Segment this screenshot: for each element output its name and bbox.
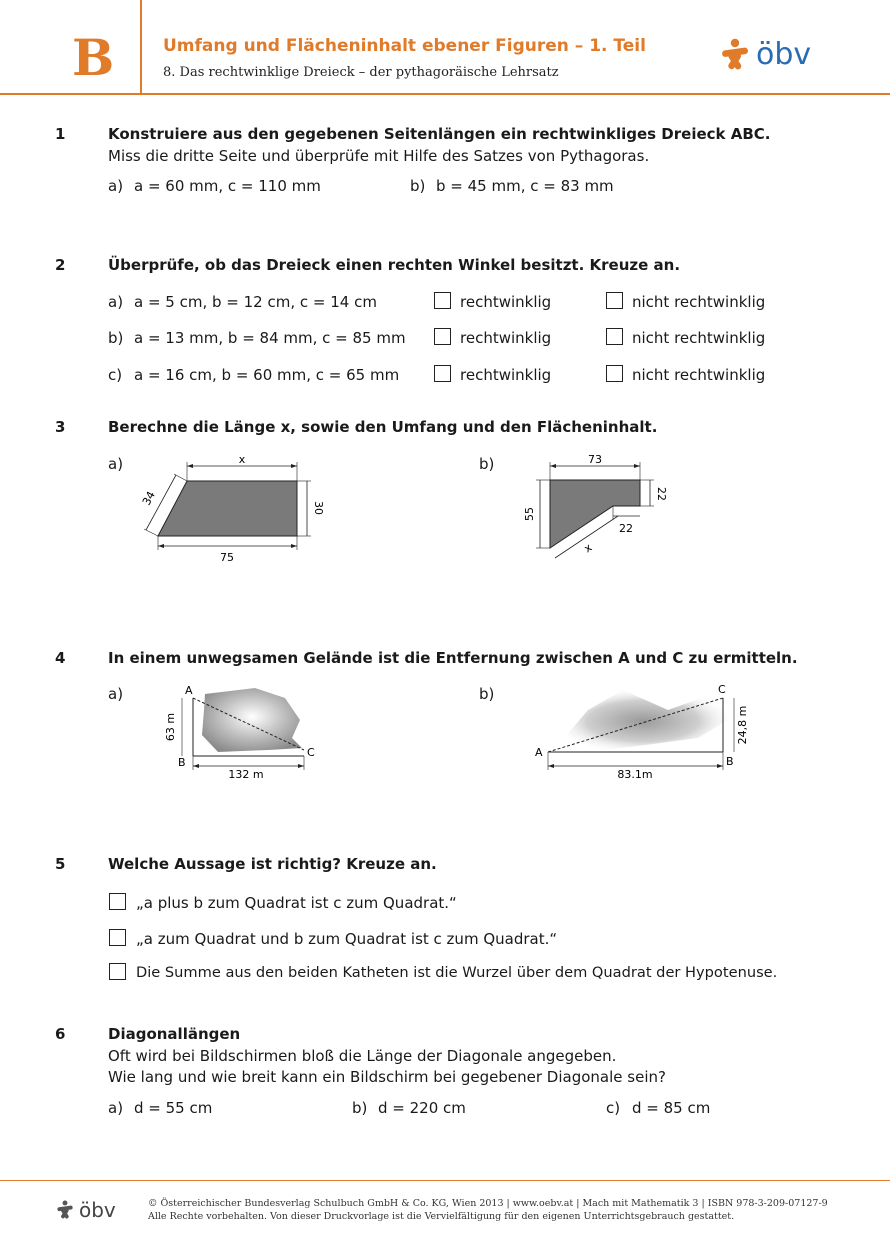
item-text: d = 85 cm (632, 1099, 711, 1117)
dimension-label: x (581, 540, 595, 556)
task-title: Diagonallängen (108, 1025, 241, 1043)
checkbox[interactable] (606, 292, 623, 309)
task-title: In einem unwegsamen Gelände ist die Entfernung zwischen A und C zu ermitteln. (108, 649, 798, 667)
task-text: Miss die dritte Seite und überprüfe mit Hilfe des Satzes von Pythagoras. (108, 147, 650, 165)
option-label: Die Summe aus den beiden Katheten ist die Wurzel über dem Quadrat der Hypotenuse. (136, 964, 778, 981)
item-label: b) (479, 685, 495, 703)
checkbox[interactable] (109, 963, 126, 980)
option-label: „a plus b zum Quadrat ist c zum Quadrat.“ (136, 894, 457, 912)
item-label: a) (108, 293, 124, 311)
task-number: 5 (55, 855, 66, 873)
checkbox[interactable] (434, 328, 451, 345)
checkbox[interactable] (109, 929, 126, 946)
footer-rights: Alle Rechte vorbehalten. Von dieser Druckvorlage ist die Vervielfältigung für den eigenen Unterrichtsgebrauch gestattet. (148, 1211, 735, 1222)
dimension-label: 132 m (228, 768, 264, 781)
item-label: b) (479, 455, 495, 473)
item-label: a) (108, 177, 124, 195)
item-text: a = 5 cm, b = 12 cm, c = 14 cm (134, 293, 377, 311)
point-label: B (726, 755, 734, 768)
dimension-label: 22 (619, 522, 633, 535)
point-label: C (307, 746, 315, 759)
option-label: rechtwinklig (460, 293, 552, 311)
item-label: a) (108, 455, 124, 473)
option-label: nicht rechtwinklig (632, 293, 766, 311)
trapezoid-shape (158, 481, 297, 536)
task-text: Wie lang und wie breit kann ein Bildschirm bei gegebener Diagonale sein? (108, 1068, 666, 1086)
item-text: d = 55 cm (134, 1099, 213, 1117)
dimension-label: 63 m (164, 712, 177, 742)
item-label: a) (108, 685, 124, 703)
publisher-logo (718, 38, 811, 72)
chapter-letter: B (72, 28, 115, 87)
terrain-shape (558, 690, 728, 752)
point-label: C (718, 683, 726, 696)
item-text: a = 13 mm, b = 84 mm, c = 85 mm (134, 329, 406, 347)
task-number: 6 (55, 1025, 66, 1043)
task-text: Oft wird bei Bildschirmen bloß die Länge der Diagonale angegeben. (108, 1047, 617, 1065)
checkbox[interactable] (434, 365, 451, 382)
item-text: b = 45 mm, c = 83 mm (436, 177, 614, 195)
task-title: Überprüfe, ob das Dreieck einen rechten Winkel besitzt. Kreuze an. (108, 256, 681, 274)
dimension-label: 22 (655, 487, 668, 501)
figure-terrain-b (528, 680, 758, 785)
task-number: 1 (55, 125, 66, 143)
dimension-label: 55 (523, 507, 536, 521)
option-label: nicht rechtwinklig (632, 366, 766, 384)
item-label: b) (352, 1099, 368, 1117)
star-icon (55, 1200, 75, 1220)
point-label: A (535, 746, 543, 759)
option-label: rechtwinklig (460, 366, 552, 384)
figure-terrain-a (160, 680, 335, 785)
dimension-label: 83.1m (617, 768, 653, 781)
header-divider-vertical (140, 0, 142, 94)
checkbox[interactable] (109, 893, 126, 910)
item-label: b) (108, 329, 124, 347)
dimension-label: x (238, 453, 246, 466)
footer-copyright: © Österreichischer Bundesverlag Schulbuch GmbH & Co. KG, Wien 2013 | www.oebv.at | Mach mit Mathematik 3 | ISBN 978-3-209-07127-9 (148, 1198, 828, 1209)
checkbox[interactable] (606, 365, 623, 382)
item-label: c) (108, 366, 123, 384)
figure-trapezoid (130, 448, 340, 570)
task-title: Berechne die Länge x, sowie den Umfang und den Flächeninhalt. (108, 418, 658, 436)
item-text: a = 60 mm, c = 110 mm (134, 177, 321, 195)
dimension-label: 75 (220, 551, 234, 564)
checkbox[interactable] (434, 292, 451, 309)
task-number: 4 (55, 649, 66, 667)
terrain-shape (202, 688, 302, 752)
checkbox[interactable] (606, 328, 623, 345)
star-icon (718, 38, 752, 72)
dimension-label: 30 (312, 501, 325, 515)
item-label: c) (606, 1099, 621, 1117)
option-label: rechtwinklig (460, 329, 552, 347)
point-label: A (185, 684, 193, 697)
task-title: Konstruiere aus den gegebenen Seitenlängen ein rechtwinkliges Dreieck ABC. (108, 125, 771, 143)
item-label: b) (410, 177, 426, 195)
task-title: Welche Aussage ist richtig? Kreuze an. (108, 855, 437, 873)
item-label: a) (108, 1099, 124, 1117)
polygon-shape (550, 480, 640, 548)
page-subtitle: 8. Das rechtwinklige Dreieck – der pythagoräische Lehrsatz (163, 65, 559, 80)
option-label: nicht rechtwinklig (632, 329, 766, 347)
dimension-label: 73 (588, 453, 602, 466)
logo-text: öbv (756, 37, 812, 72)
point-label: B (178, 756, 186, 769)
item-text: a = 16 cm, b = 60 mm, c = 65 mm (134, 366, 400, 384)
footer-logo (55, 1199, 116, 1221)
page-title: Umfang und Flächeninhalt ebener Figuren – 1. Teil (163, 36, 646, 56)
task-number: 3 (55, 418, 66, 436)
option-label: „a zum Quadrat und b zum Quadrat ist c zum Quadrat.“ (136, 930, 558, 948)
item-text: d = 220 cm (378, 1099, 466, 1117)
logo-text: öbv (79, 1198, 116, 1222)
task-number: 2 (55, 256, 66, 274)
figure-polygon (515, 448, 685, 570)
header-divider (0, 93, 890, 95)
footer-divider (0, 1180, 890, 1181)
dimension-label: 34 (139, 489, 158, 508)
dimension-label: 24,8 m (736, 705, 749, 745)
